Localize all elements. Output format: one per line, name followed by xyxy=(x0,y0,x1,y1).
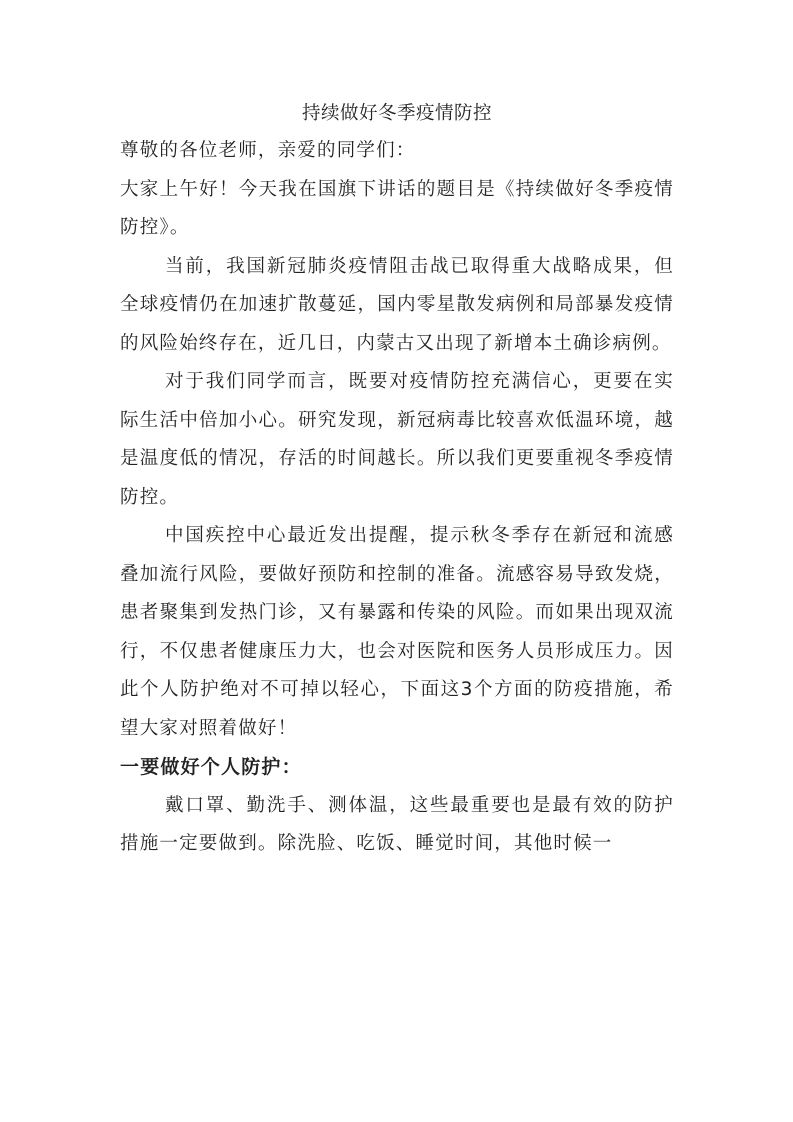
paragraph-cdc-reminder: 中国疾控中心最近发出提醒，提示秋冬季存在新冠和流感叠加流行风险，要做好预防和控制的准备。流感容易导致发烧，患者聚集到发热门诊，又有暴露和传染的风险。而如果出现双流行，不仅患者健康压力大，也会对医院和医务人员形成压力。因此个人防护绝对不可掉以轻心，下面这3个方面的防疫措施，希望大家对照着做好！ xyxy=(120,525,674,739)
paragraph-students: 对于我们同学而言，既要对疫情防控充满信心，更要在实际生活中倍加小心。研究发现，新冠病毒比较喜欢低温环境，越是温度低的情况，存活的时间越长。所以我们更要重视冬季疫情防控。 xyxy=(120,371,674,508)
document-title: 持续做好冬季疫情防控 xyxy=(301,103,492,124)
paragraph-current-situation: 当前，我国新冠肺炎疫情阻击战已取得重大战略成果，但全球疫情仍在加速扩散蔓延，国内零星散发病例和局部暴发疫情的风险始终存在，近几日，内蒙古又出现了新增本土确诊病例。 xyxy=(120,255,674,354)
document-body xyxy=(120,96,674,864)
section-paragraph: 戴口罩、勤洗手、测体温，这些最重要也是最有效的防护措施一定要做到。除洗脸、吃饭、睡觉时间，其他时候一 xyxy=(120,794,674,854)
opening-paragraph: 大家上午好！今天我在国旗下讲话的题目是《持续做好冬季疫情防控》。 xyxy=(120,178,674,238)
section-heading: 一要做好个人防护： xyxy=(120,756,302,778)
greeting-line: 尊敬的各位老师，亲爱的同学们： xyxy=(120,140,416,161)
